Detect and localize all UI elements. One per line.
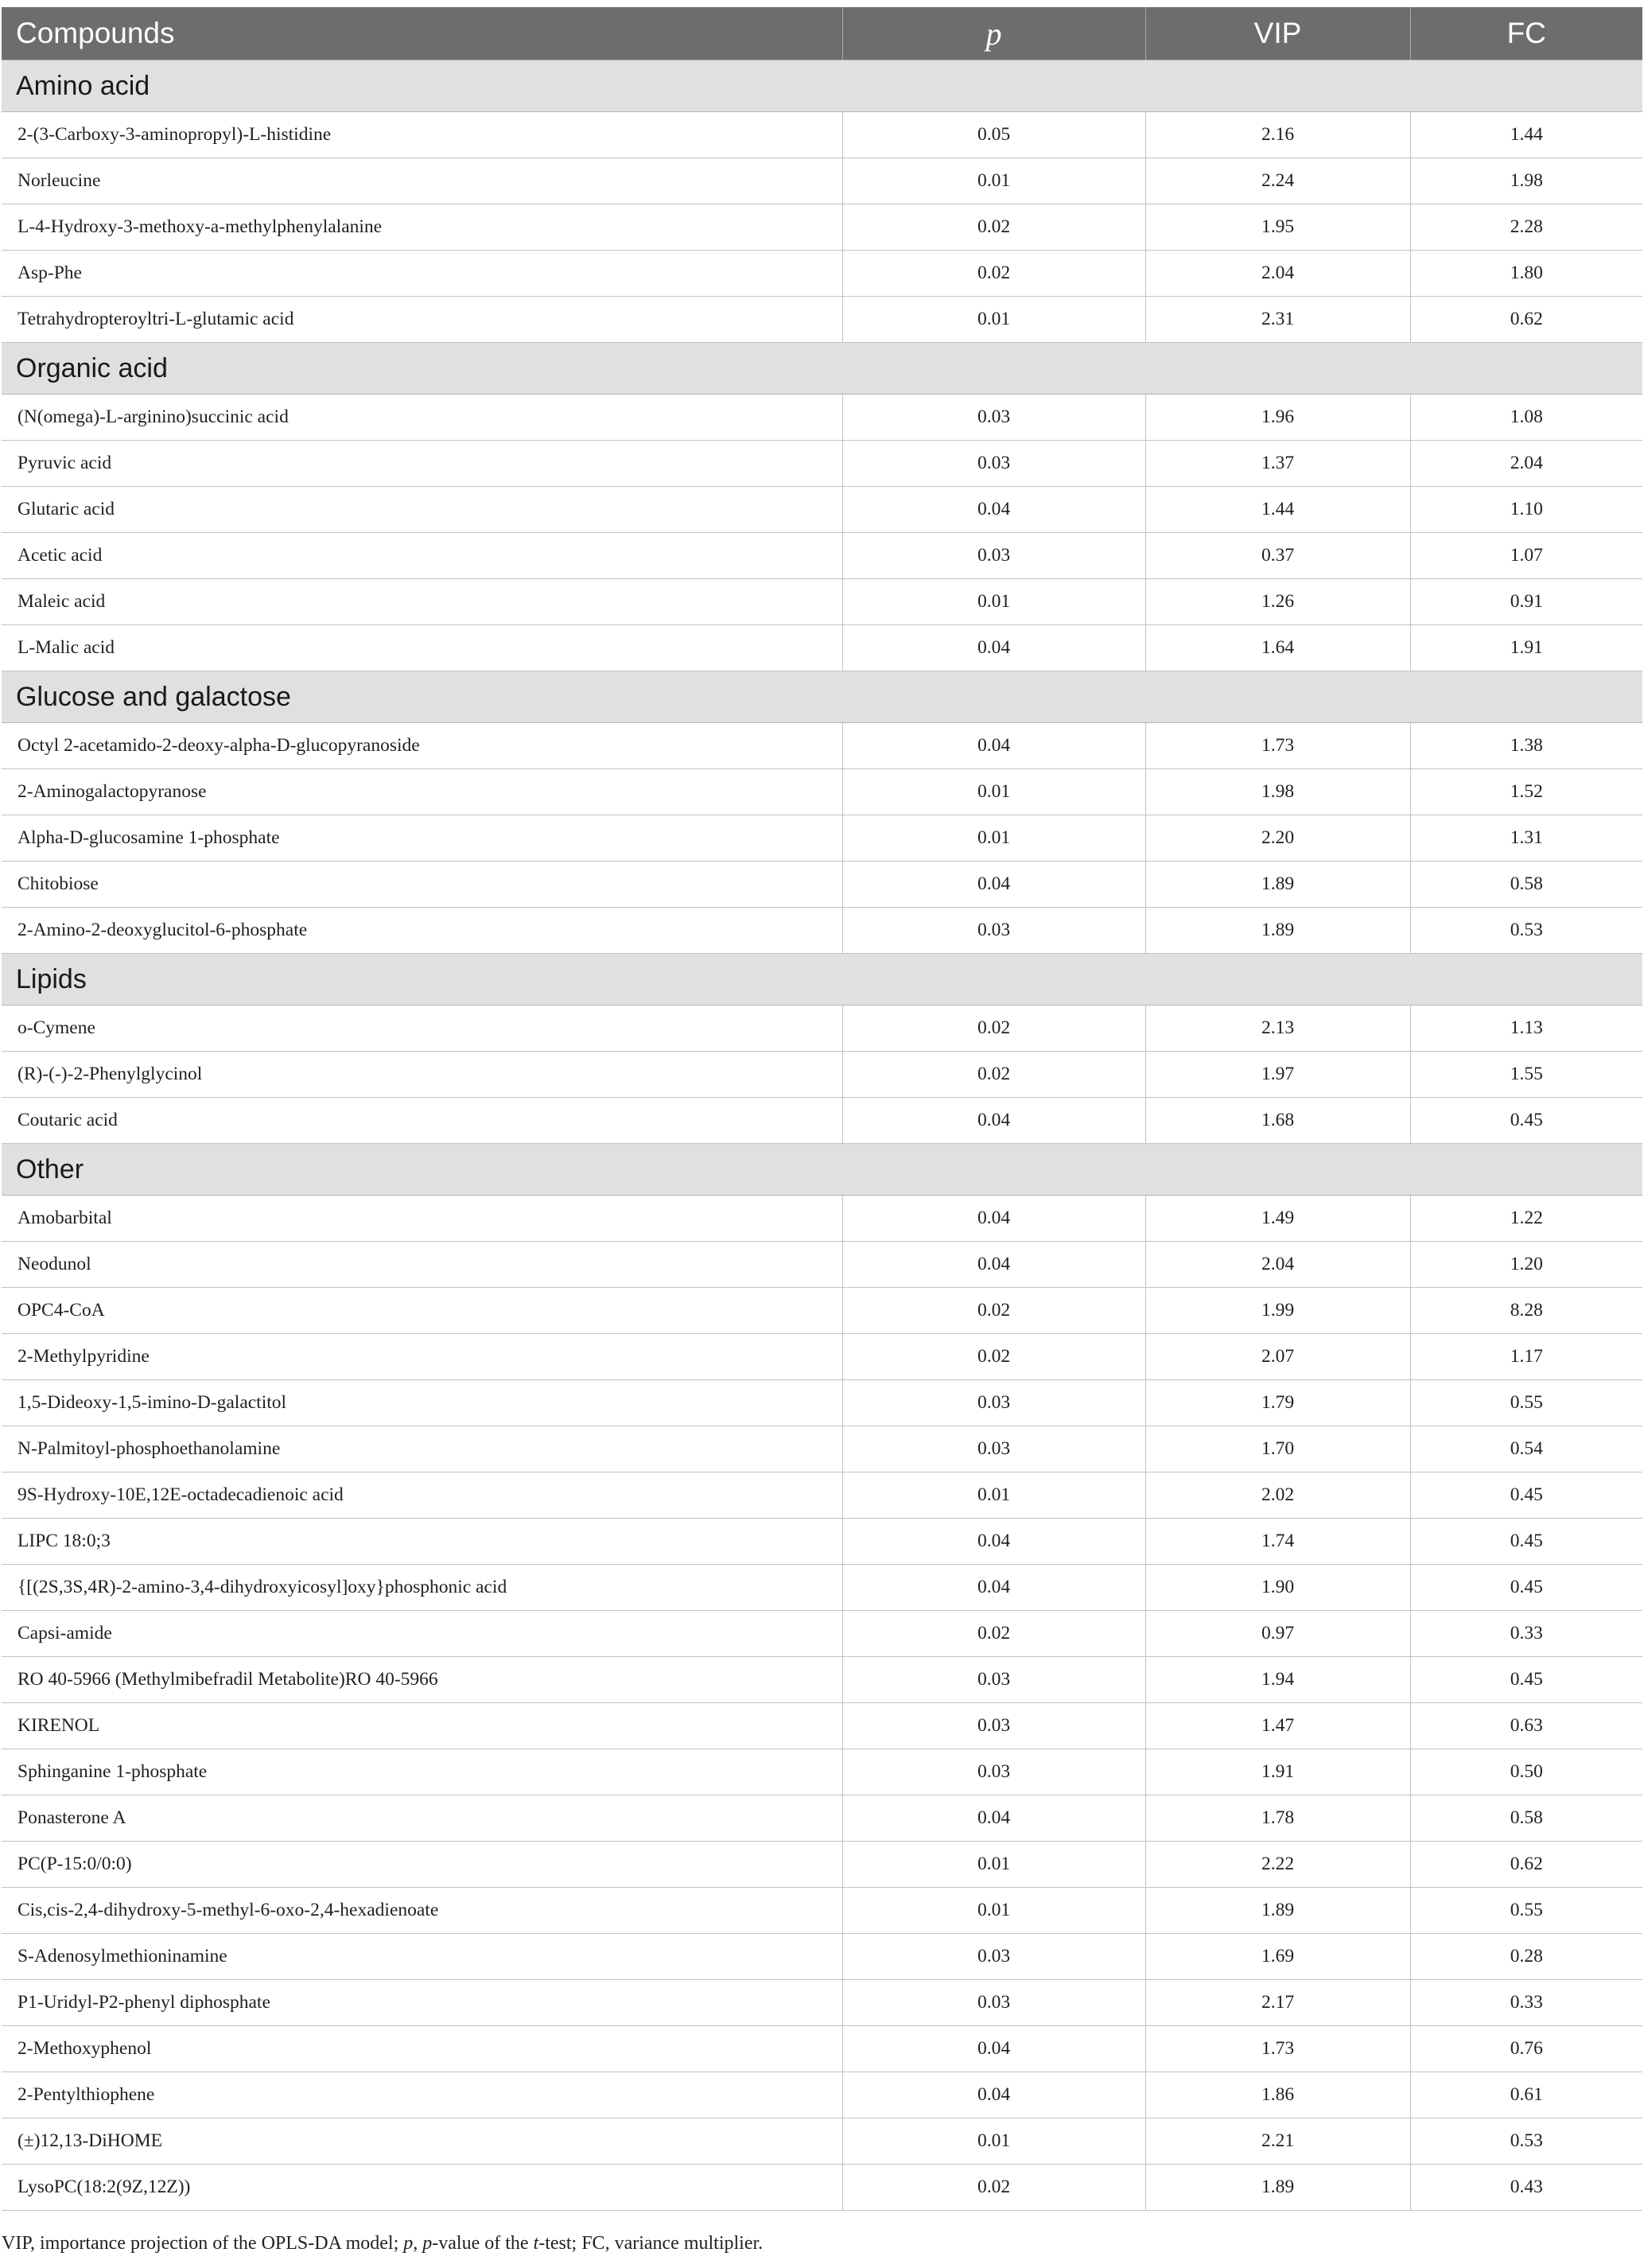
fc-cell: 0.53 — [1410, 908, 1642, 954]
p-value-cell: 0.03 — [842, 908, 1145, 954]
vip-cell: 2.31 — [1145, 297, 1410, 343]
table-row — [2, 723, 1642, 769]
vip-cell: 2.02 — [1145, 1472, 1410, 1519]
p-value-cell: 0.01 — [842, 158, 1145, 204]
vip-cell: 1.86 — [1145, 2072, 1410, 2118]
compound-cell: 2-Pentylthiophene — [2, 2072, 842, 2118]
p-value-cell: 0.02 — [842, 1052, 1145, 1098]
vip-cell: 2.16 — [1145, 112, 1410, 158]
compound-cell: LysoPC(18:2(9Z,12Z)) — [2, 2165, 842, 2211]
fc-cell: 0.33 — [1410, 1611, 1642, 1657]
vip-cell: 1.74 — [1145, 1519, 1410, 1565]
fc-cell: 0.53 — [1410, 2118, 1642, 2165]
table-body — [2, 60, 1642, 2211]
p-value-cell: 0.04 — [842, 862, 1145, 908]
table-container — [2, 7, 1642, 2211]
fc-cell: 8.28 — [1410, 1288, 1642, 1334]
group-label: Organic acid — [2, 343, 1642, 395]
vip-cell: 2.04 — [1145, 251, 1410, 297]
vip-cell: 1.47 — [1145, 1703, 1410, 1749]
fc-cell: 1.31 — [1410, 815, 1642, 862]
p-value-cell: 0.02 — [842, 1611, 1145, 1657]
fc-cell: 0.50 — [1410, 1749, 1642, 1795]
fc-cell: 1.13 — [1410, 1006, 1642, 1052]
group-row — [2, 1144, 1642, 1196]
table-row — [2, 625, 1642, 671]
table-row — [2, 1795, 1642, 1842]
compound-cell: Chitobiose — [2, 862, 842, 908]
table-row — [2, 1703, 1642, 1749]
table-row — [2, 2026, 1642, 2072]
vip-cell: 1.94 — [1145, 1657, 1410, 1703]
fc-cell: 0.91 — [1410, 579, 1642, 625]
compound-cell: Asp-Phe — [2, 251, 842, 297]
fc-cell: 1.20 — [1410, 1242, 1642, 1288]
p-value-cell: 0.04 — [842, 2072, 1145, 2118]
p-value-cell: 0.03 — [842, 1657, 1145, 1703]
p-value-cell: 0.01 — [842, 815, 1145, 862]
fc-cell: 1.98 — [1410, 158, 1642, 204]
fc-cell: 0.45 — [1410, 1565, 1642, 1611]
table-row — [2, 487, 1642, 533]
group-row — [2, 343, 1642, 395]
compound-cell: Octyl 2-acetamido-2-deoxy-alpha-D-glucopyranoside — [2, 723, 842, 769]
compound-cell: Cis,cis-2,4-dihydroxy-5-methyl-6-oxo-2,4-hexadienoate — [2, 1888, 842, 1934]
vip-cell: 1.98 — [1145, 769, 1410, 815]
table-row — [2, 1472, 1642, 1519]
p-value-cell: 0.01 — [842, 769, 1145, 815]
footnote-p-1: p — [403, 2233, 414, 2254]
fc-cell: 1.07 — [1410, 533, 1642, 579]
vip-cell: 1.44 — [1145, 487, 1410, 533]
table-row — [2, 769, 1642, 815]
compound-cell: 2-(3-Carboxy-3-aminopropyl)-L-histidine — [2, 112, 842, 158]
p-value-cell: 0.05 — [842, 112, 1145, 158]
vip-cell: 2.24 — [1145, 158, 1410, 204]
fc-cell: 1.08 — [1410, 395, 1642, 441]
group-label: Amino acid — [2, 60, 1642, 112]
table-row — [2, 579, 1642, 625]
fc-cell: 0.45 — [1410, 1519, 1642, 1565]
group-row — [2, 60, 1642, 112]
compound-cell: (N(omega)-L-arginino)succinic acid — [2, 395, 842, 441]
table-row — [2, 862, 1642, 908]
compound-cell: Neodunol — [2, 1242, 842, 1288]
table-row — [2, 112, 1642, 158]
group-row — [2, 954, 1642, 1006]
footnote-text-3: -value of the — [432, 2233, 534, 2254]
p-value-cell: 0.03 — [842, 1703, 1145, 1749]
table-row — [2, 204, 1642, 251]
footnote-p-2: p — [422, 2233, 433, 2254]
vip-cell: 1.89 — [1145, 1888, 1410, 1934]
compound-cell: Ponasterone A — [2, 1795, 842, 1842]
compound-cell: Sphinganine 1-phosphate — [2, 1749, 842, 1795]
fc-cell: 0.62 — [1410, 297, 1642, 343]
p-value-cell: 0.04 — [842, 1242, 1145, 1288]
compound-cell: o-Cymene — [2, 1006, 842, 1052]
p-value-cell: 0.03 — [842, 1980, 1145, 2026]
vip-cell: 1.79 — [1145, 1380, 1410, 1426]
fc-cell: 0.61 — [1410, 2072, 1642, 2118]
fc-cell: 0.62 — [1410, 1842, 1642, 1888]
table-row — [2, 441, 1642, 487]
header-p: p — [842, 7, 1145, 60]
vip-cell: 2.07 — [1145, 1334, 1410, 1380]
table-row — [2, 1006, 1642, 1052]
p-value-cell: 0.04 — [842, 2026, 1145, 2072]
vip-cell: 1.97 — [1145, 1052, 1410, 1098]
table-row — [2, 815, 1642, 862]
vip-cell: 1.70 — [1145, 1426, 1410, 1472]
fc-cell: 0.45 — [1410, 1472, 1642, 1519]
fc-cell: 0.76 — [1410, 2026, 1642, 2072]
group-label: Other — [2, 1144, 1642, 1196]
table-row — [2, 1098, 1642, 1144]
compound-cell: 2-Methoxyphenol — [2, 2026, 842, 2072]
vip-cell: 1.96 — [1145, 395, 1410, 441]
p-value-cell: 0.04 — [842, 723, 1145, 769]
vip-cell: 1.73 — [1145, 723, 1410, 769]
fc-cell: 1.55 — [1410, 1052, 1642, 1098]
fc-cell: 0.43 — [1410, 2165, 1642, 2211]
compound-cell: {[(2S,3S,4R)-2-amino-3,4-dihydroxyicosyl]oxy}phosphonic acid — [2, 1565, 842, 1611]
vip-cell: 1.95 — [1145, 204, 1410, 251]
footnote-text-2: , — [413, 2233, 423, 2254]
fc-cell: 1.80 — [1410, 251, 1642, 297]
header-row — [2, 7, 1642, 60]
fc-cell: 0.63 — [1410, 1703, 1642, 1749]
fc-cell: 0.33 — [1410, 1980, 1642, 2026]
p-value-cell: 0.03 — [842, 395, 1145, 441]
p-value-cell: 0.02 — [842, 1334, 1145, 1380]
fc-cell: 0.45 — [1410, 1657, 1642, 1703]
fc-cell: 0.28 — [1410, 1934, 1642, 1980]
table-row — [2, 1288, 1642, 1334]
p-value-cell: 0.02 — [842, 1288, 1145, 1334]
fc-cell: 2.28 — [1410, 204, 1642, 251]
compound-cell: L-4-Hydroxy-3-methoxy-a-methylphenylalanine — [2, 204, 842, 251]
compound-cell: Amobarbital — [2, 1196, 842, 1242]
p-value-cell: 0.02 — [842, 2165, 1145, 2211]
table-row — [2, 1334, 1642, 1380]
fc-cell: 0.55 — [1410, 1380, 1642, 1426]
table-row — [2, 1749, 1642, 1795]
fc-cell: 0.45 — [1410, 1098, 1642, 1144]
compound-cell: 2-Amino-2-deoxyglucitol-6-phosphate — [2, 908, 842, 954]
table-row — [2, 1657, 1642, 1703]
compound-cell: Coutaric acid — [2, 1098, 842, 1144]
vip-cell: 1.78 — [1145, 1795, 1410, 1842]
compound-cell: 1,5-Dideoxy-1,5-imino-D-galactitol — [2, 1380, 842, 1426]
footnote-text-4: -test; FC, variance multiplier. — [538, 2233, 764, 2254]
table-row — [2, 1380, 1642, 1426]
vip-cell: 1.99 — [1145, 1288, 1410, 1334]
p-value-cell: 0.04 — [842, 1098, 1145, 1144]
table-row — [2, 1242, 1642, 1288]
group-label: Glucose and galactose — [2, 671, 1642, 723]
p-value-cell: 0.04 — [842, 1196, 1145, 1242]
p-value-cell: 0.02 — [842, 204, 1145, 251]
table-row — [2, 2118, 1642, 2165]
compound-cell: Tetrahydropteroyltri-L-glutamic acid — [2, 297, 842, 343]
fc-cell: 2.04 — [1410, 441, 1642, 487]
compound-cell: PC(P-15:0/0:0) — [2, 1842, 842, 1888]
vip-cell: 2.21 — [1145, 2118, 1410, 2165]
group-row — [2, 671, 1642, 723]
compound-cell: Acetic acid — [2, 533, 842, 579]
p-value-cell: 0.03 — [842, 533, 1145, 579]
table-row — [2, 158, 1642, 204]
header-compounds: Compounds — [2, 7, 842, 60]
table-row — [2, 1842, 1642, 1888]
compound-cell: (±)12,13-DiHOME — [2, 2118, 842, 2165]
compound-cell: L-Malic acid — [2, 625, 842, 671]
vip-cell: 1.64 — [1145, 625, 1410, 671]
vip-cell: 1.49 — [1145, 1196, 1410, 1242]
compound-cell: Alpha-D-glucosamine 1-phosphate — [2, 815, 842, 862]
vip-cell: 2.20 — [1145, 815, 1410, 862]
p-value-cell: 0.03 — [842, 1934, 1145, 1980]
table-row — [2, 2072, 1642, 2118]
fc-cell: 1.52 — [1410, 769, 1642, 815]
p-value-cell: 0.01 — [842, 297, 1145, 343]
compound-cell: 9S-Hydroxy-10E,12E-octadecadienoic acid — [2, 1472, 842, 1519]
table-row — [2, 395, 1642, 441]
compound-cell: OPC4-CoA — [2, 1288, 842, 1334]
table-row — [2, 297, 1642, 343]
table-row — [2, 2165, 1642, 2211]
fc-cell: 1.22 — [1410, 1196, 1642, 1242]
p-value-cell: 0.02 — [842, 251, 1145, 297]
vip-cell: 0.37 — [1145, 533, 1410, 579]
compound-cell: Pyruvic acid — [2, 441, 842, 487]
table-row — [2, 1426, 1642, 1472]
vip-cell: 1.68 — [1145, 1098, 1410, 1144]
table-row — [2, 1611, 1642, 1657]
compound-cell: S-Adenosylmethioninamine — [2, 1934, 842, 1980]
p-value-cell: 0.04 — [842, 487, 1145, 533]
table-row — [2, 908, 1642, 954]
header-fc: FC — [1410, 7, 1642, 60]
compounds-table — [2, 7, 1642, 2211]
table-row — [2, 251, 1642, 297]
compound-cell: 2-Methylpyridine — [2, 1334, 842, 1380]
fc-cell: 0.54 — [1410, 1426, 1642, 1472]
p-value-cell: 0.02 — [842, 1006, 1145, 1052]
vip-cell: 2.22 — [1145, 1842, 1410, 1888]
compound-cell: Glutaric acid — [2, 487, 842, 533]
fc-cell: 0.55 — [1410, 1888, 1642, 1934]
p-value-cell: 0.04 — [842, 1565, 1145, 1611]
p-value-cell: 0.01 — [842, 579, 1145, 625]
p-value-cell: 0.01 — [842, 2118, 1145, 2165]
vip-cell: 1.26 — [1145, 579, 1410, 625]
table-footnote — [2, 2233, 763, 2254]
p-value-cell: 0.03 — [842, 441, 1145, 487]
vip-cell: 2.13 — [1145, 1006, 1410, 1052]
fc-cell: 1.17 — [1410, 1334, 1642, 1380]
table-row — [2, 1934, 1642, 1980]
vip-cell: 1.89 — [1145, 908, 1410, 954]
footnote-text-1: VIP, importance projection of the OPLS-DA model; — [2, 2233, 404, 2254]
p-value-cell: 0.03 — [842, 1380, 1145, 1426]
vip-cell: 1.89 — [1145, 2165, 1410, 2211]
fc-cell: 1.44 — [1410, 112, 1642, 158]
compound-cell: KIRENOL — [2, 1703, 842, 1749]
fc-cell: 1.38 — [1410, 723, 1642, 769]
vip-cell: 1.89 — [1145, 862, 1410, 908]
fc-cell: 1.10 — [1410, 487, 1642, 533]
p-value-cell: 0.03 — [842, 1426, 1145, 1472]
fc-cell: 0.58 — [1410, 1795, 1642, 1842]
vip-cell: 1.90 — [1145, 1565, 1410, 1611]
vip-cell: 1.91 — [1145, 1749, 1410, 1795]
table-row — [2, 1888, 1642, 1934]
compound-cell: Norleucine — [2, 158, 842, 204]
vip-cell: 2.17 — [1145, 1980, 1410, 2026]
table-row — [2, 1052, 1642, 1098]
p-value-cell: 0.04 — [842, 625, 1145, 671]
table-row — [2, 1565, 1642, 1611]
p-value-cell: 0.01 — [842, 1842, 1145, 1888]
p-value-cell: 0.01 — [842, 1888, 1145, 1934]
fc-cell: 1.91 — [1410, 625, 1642, 671]
header-vip: VIP — [1145, 7, 1410, 60]
table-row — [2, 1196, 1642, 1242]
compound-cell: N-Palmitoyl-phosphoethanolamine — [2, 1426, 842, 1472]
vip-cell: 0.97 — [1145, 1611, 1410, 1657]
compound-cell: LIPC 18:0;3 — [2, 1519, 842, 1565]
p-value-cell: 0.04 — [842, 1795, 1145, 1842]
vip-cell: 1.69 — [1145, 1934, 1410, 1980]
compound-cell: Capsi-amide — [2, 1611, 842, 1657]
compound-cell: Maleic acid — [2, 579, 842, 625]
vip-cell: 1.73 — [1145, 2026, 1410, 2072]
fc-cell: 0.58 — [1410, 862, 1642, 908]
vip-cell: 2.04 — [1145, 1242, 1410, 1288]
footnote-t: t — [533, 2233, 539, 2254]
p-value-cell: 0.04 — [842, 1519, 1145, 1565]
compound-cell: (R)-(-)-2-Phenylglycinol — [2, 1052, 842, 1098]
p-value-cell: 0.01 — [842, 1472, 1145, 1519]
p-value-cell: 0.03 — [842, 1749, 1145, 1795]
vip-cell: 1.37 — [1145, 441, 1410, 487]
compound-cell: RO 40-5966 (Methylmibefradil Metabolite)RO 40-5966 — [2, 1657, 842, 1703]
table-row — [2, 1980, 1642, 2026]
table-row — [2, 533, 1642, 579]
table-row — [2, 1519, 1642, 1565]
compound-cell: 2-Aminogalactopyranose — [2, 769, 842, 815]
compound-cell: P1-Uridyl-P2-phenyl diphosphate — [2, 1980, 842, 2026]
group-label: Lipids — [2, 954, 1642, 1006]
